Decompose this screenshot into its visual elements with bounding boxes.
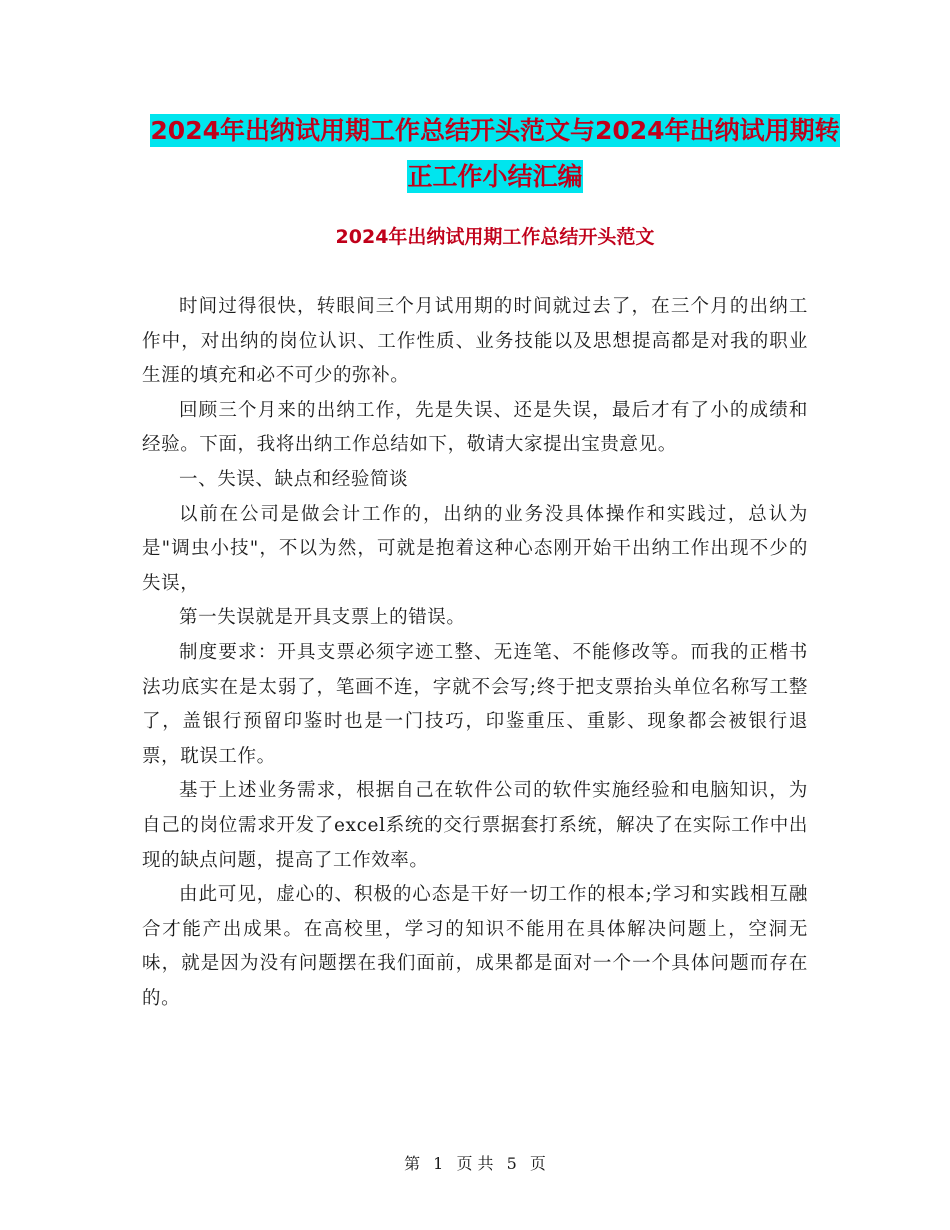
footer-prefix: 第: [404, 1154, 421, 1173]
paragraph: 以前在公司是做会计工作的，出纳的业务没具体操作和实践过，总认为是"调虫小技"，不以为然，可就是抱着这种心态刚开始干出纳工作出现不少的失误，: [142, 503, 808, 594]
section-heading: 一、失误、缺点和经验简谈: [179, 468, 409, 490]
paragraph: 制度要求：开具支票必须字迹工整、无连笔、不能修改等。而我的正楷书法功底实在是太弱了，笔画不连，字就不会写;终于把支票抬头单位名称写工整了，盖银行预留印鉴时也是一门技巧，印鉴重压、重影、现象都会被银行退票，耽误工作。: [142, 641, 808, 767]
paragraph: 由此可见，虚心的、积极的心态是干好一切工作的根本;学习和实践相互融合才能产出成果。在高校里，学习的知识不能用在具体解决问题上，空洞无味，就是因为没有问题摆在我们面前，成果都是面对一个一个具体问题而存在的。: [142, 884, 808, 1009]
paragraph: 基于上述业务需求，根据自己在软件公司的软件实施经验和电脑知识，为自己的岗位需求开发了excel系统的交行票据套打系统，解决了在实际工作中出现的缺点问题，提高了工作效率。: [142, 780, 808, 871]
document-title: [140, 108, 850, 200]
paragraph: 时间过得很快，转眼间三个月试用期的时间就过去了，在三个月的出纳工作中，对出纳的岗位认识、工作性质、业务技能以及思想提高都是对我的职业生涯的填充和必不可少的弥补。: [142, 296, 808, 387]
section-title: 2024年出纳试用期工作总结开头范文: [335, 226, 655, 248]
paragraph: 第一失误就是开具支票上的错误。: [179, 607, 466, 629]
page-footer: [0, 1153, 950, 1175]
footer-page-number: 1: [433, 1154, 444, 1173]
document-body: [142, 290, 808, 1016]
footer-suffix: 页: [529, 1154, 546, 1173]
paragraph: 回顾三个月来的出纳工作，先是失误、还是失误，最后才有了小的成绩和经验。下面，我将出纳工作总结如下，敬请大家提出宝贵意见。: [142, 399, 808, 456]
footer-middle: 页 共: [456, 1154, 494, 1173]
document-title-highlight: 2024年出纳试用期工作总结开头范文与2024年出纳试用期转正工作小结汇编: [150, 116, 840, 191]
footer-total-pages: 5: [506, 1154, 517, 1173]
